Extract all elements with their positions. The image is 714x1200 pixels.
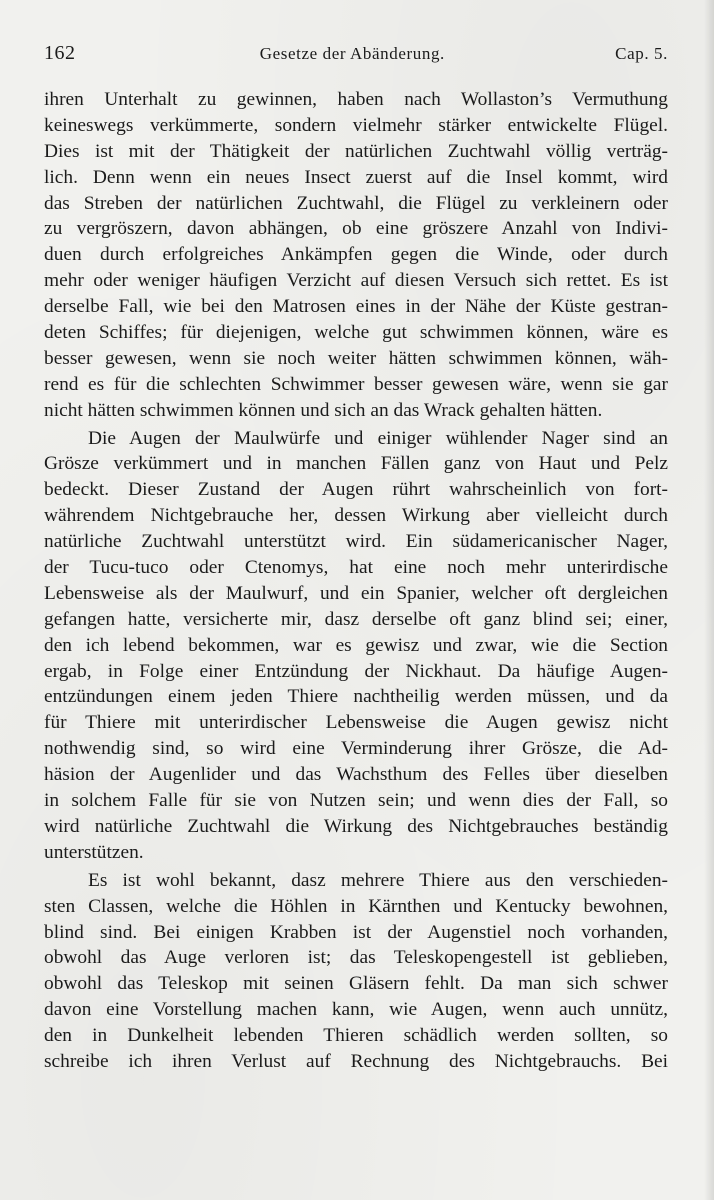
text-line: Lebensweise als der Maulwurf, und ein Spanier, welcher oft dergleichen	[44, 582, 668, 604]
chapter-label: Cap. 5.	[615, 44, 668, 63]
page-edge-shadow	[704, 0, 714, 1200]
body-text	[44, 87, 668, 1075]
text-line: der Tucu-tuco oder Ctenomys, hat eine noch mehr unterirdische	[44, 557, 668, 579]
text-line: in solchem Falle für sie von Nutzen sein; und wenn dies der Fall, so	[44, 790, 668, 812]
text-line: keineswegs verkümmerte, sondern vielmehr stärker entwickelte Flügel.	[44, 114, 668, 136]
text-line: duen durch erfolgreiches Ankämpfen gegen die Winde, oder durch	[44, 244, 668, 266]
text-line: ergab, in Folge einer Entzündung der Nickhaut. Da häufige Augen-	[44, 660, 668, 682]
text-line: für Thiere mit unterirdischer Lebensweise die Augen gewisz nicht	[44, 712, 668, 734]
text-line: ihren Unterhalt zu gewinnen, haben nach Wollaston’s Vermuthung	[44, 89, 668, 110]
text-line: mehr oder weniger häufigen Verzicht auf diesen Versuch sich rettet. Es ist	[44, 270, 668, 292]
text-line: besser gewesen, wenn sie noch weiter hätten schwimmen können, wäh-	[44, 347, 668, 369]
text-line: wird natürliche Zuchtwahl die Wirkung des Nichtgebrauches beständig	[44, 815, 668, 837]
text-line: bedeckt. Dieser Zustand der Augen rührt wahrscheinlich von fort-	[44, 479, 668, 501]
text-line: gefangen hatte, versicherte mir, dasz derselbe oft ganz blind sei; einer,	[44, 608, 668, 630]
text-line: das Streben der natürlichen Zuchtwahl, die Flügel zu verkleinern oder	[44, 192, 668, 214]
text-line: nicht hätten schwimmen können und sich an das Wrack gehalten hätten.	[44, 399, 603, 421]
text-line: blind sind. Bei einigen Krabben ist der Augenstiel noch vorhanden,	[44, 921, 668, 943]
paragraph	[44, 87, 668, 424]
paragraph	[44, 868, 668, 1075]
running-header	[44, 42, 668, 70]
text-line: unterstützen.	[44, 841, 144, 863]
text-line: obwohl das Auge verloren ist; das Teleskopengestell ist geblieben,	[44, 947, 668, 969]
text-line: den in Dunkelheit lebenden Thieren schädlich werden sollten, so	[44, 1025, 668, 1047]
text-line: nothwendig sind, so wird eine Verminderung ihrer Grösze, die Ad-	[44, 738, 668, 760]
text-line: lich. Denn wenn ein neues Insect zuerst auf die Insel kommt, wird	[44, 166, 668, 188]
text-line: obwohl das Teleskop mit seinen Gläsern fehlt. Da man sich schwer	[44, 973, 668, 995]
page-number: 162	[44, 42, 76, 64]
text-line: währendem Nichtgebrauche her, dessen Wirkung aber vielleicht durch	[44, 505, 668, 527]
text-line: natürliche Zuchtwahl unterstützt wird. Ein südamericanischer Nager,	[44, 531, 668, 553]
text-line: sten Classen, welche die Höhlen in Kärnthen und Kentucky bewohnen,	[44, 895, 668, 917]
text-line: entzündungen einem jeden Thiere nachtheilig werden müssen, und da	[44, 686, 668, 708]
text-line: Die Augen der Maulwürfe und einiger wühlender Nager sind an	[88, 427, 668, 449]
text-line: Dies ist mit der Thätigkeit der natürlichen Zuchtwahl völlig verträg-	[44, 140, 668, 162]
running-title: Gesetze der Abänderung.	[259, 44, 445, 63]
text-line: den ich lebend bekommen, war es gewisz und zwar, wie die Section	[44, 634, 668, 656]
text-line: deten Schiffes; für diejenigen, welche gut schwimmen können, wäre es	[44, 322, 668, 344]
text-line: davon eine Vorstellung machen kann, wie Augen, wenn auch unnütz,	[44, 999, 668, 1021]
text-line: häsion der Augenlider und das Wachsthum des Felles über dieselben	[44, 764, 668, 786]
text-line: zu vergröszern, davon abhängen, ob eine gröszere Anzahl von Indivi-	[44, 218, 668, 240]
paragraph	[44, 426, 668, 866]
text-line: Es ist wohl bekannt, dasz mehrere Thiere aus den verschieden-	[88, 869, 668, 891]
bleed-through-footer	[0, 1126, 714, 1150]
text-line: Grösze verkümmert und in manchen Fällen ganz von Haut und Pelz	[44, 453, 668, 475]
text-line: rend es für die schlechten Schwimmer besser gewesen wäre, wenn sie gar	[44, 373, 668, 395]
text-line: derselbe Fall, wie bei den Matrosen eines in der Nähe der Küste gestran-	[44, 296, 668, 318]
text-line: schreibe ich ihren Verlust auf Rechnung des Nichtgebrauchs. Bei	[44, 1050, 668, 1072]
